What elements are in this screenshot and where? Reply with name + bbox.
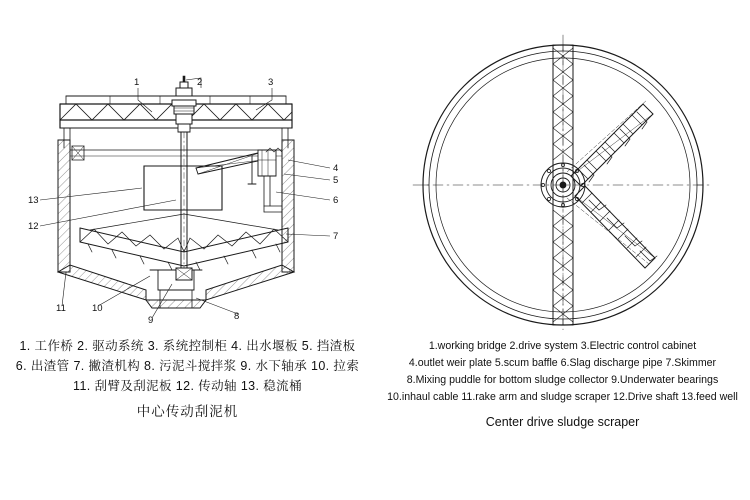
callout-5: 5 bbox=[333, 175, 339, 186]
plan-view-structure bbox=[413, 35, 713, 330]
callout-8: 8 bbox=[234, 311, 240, 322]
right-legend bbox=[375, 338, 750, 406]
callout-3: 3 bbox=[268, 77, 274, 88]
left-legend-line-3: 11. 刮臂及刮泥板 12. 传动轴 13. 稳流桶 bbox=[73, 379, 302, 393]
callout-12: 12 bbox=[28, 221, 39, 232]
right-panel bbox=[375, 0, 750, 500]
left-legend bbox=[0, 336, 375, 396]
right-legend-line-2: 4.outlet weir plate 5.scum baffle 6.Slag discharge pipe 7.Skimmer bbox=[408, 357, 717, 369]
callout-2: 2 bbox=[197, 77, 203, 88]
callout-1: 1 bbox=[134, 77, 140, 88]
callout-4: 4 bbox=[333, 163, 339, 174]
left-figure-title: 中心传动刮泥机 bbox=[136, 404, 239, 419]
callout-10: 10 bbox=[92, 303, 103, 314]
right-legend-line-4: 10.inhaul cable 11.rake arm and sludge scraper 12.Drive shaft 13.feed well bbox=[387, 391, 738, 403]
tank-structure bbox=[58, 76, 294, 308]
right-legend-line-1: 1.working bridge 2.drive system 3.Electric control cabinet bbox=[428, 340, 697, 352]
callout-7: 7 bbox=[333, 231, 339, 242]
right-figure bbox=[375, 0, 750, 330]
left-legend-line-1: 1. 工作桥 2. 驱动系统 3. 系统控制柜 4. 出水堰板 5. 挡渣板 bbox=[19, 339, 356, 353]
callout-11: 11 bbox=[56, 303, 66, 314]
callout-6: 6 bbox=[333, 195, 339, 206]
right-legend-line-3: 8.Mixing puddle for bottom sludge collector 9.Underwater bearings bbox=[406, 374, 719, 386]
callout-9: 9 bbox=[148, 315, 154, 326]
callout-13: 13 bbox=[28, 195, 39, 206]
left-legend-line-2: 6. 出渣管 7. 撇渣机构 8. 污泥斗搅拌浆 9. 水下轴承 10. 拉索 bbox=[15, 359, 360, 373]
left-figure bbox=[0, 0, 375, 330]
right-figure-title: Center drive sludge scraper bbox=[485, 415, 640, 429]
